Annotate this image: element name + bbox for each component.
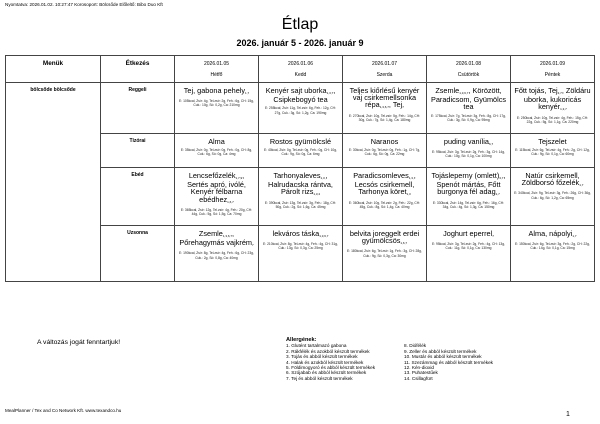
legend-item: 4. Halak és azokból készült termékek [286,359,364,365]
menu-cell [343,134,427,168]
allergen-codes: 1,3,7 [326,91,334,95]
legend-item: 8. Diófélék [404,343,427,349]
menu-cell [511,134,595,168]
dish-name: Joghurt eperrel [443,229,493,238]
day-name: Hétfő [210,72,223,78]
allergen-codes: 3,7 [557,91,562,95]
footer-credit: MealPlanner / Tex and Co Network Kft. www.texandco.hu [5,408,122,413]
dish-name: Tojásleperny (omlett) [431,171,500,180]
allergen-codes-secondary: 1,3,7 [560,107,567,112]
nutrition-info: E: 95kcal, Zsír: 3g, Tel.zsír: 2g, Feh.: 3g, CH: 14g, Cuk.: 10g, Só: 0,1g, Ca: 100mg [431,150,506,159]
dish-text [343,134,426,145]
legend-item: 7. Tej és abból készült termékek [286,375,353,381]
allergen-codes: 3,7 [499,176,504,180]
dish-text [259,134,342,145]
dish-name: Tarhonyaleves [273,171,321,180]
dish-name: Naranos [370,137,399,146]
menu-cell [259,134,343,168]
dish-name: Teljes kiőrlésű kenyér vaj csirkemellsonka répa [349,86,420,110]
dish-name-secondary: Csipkebogyó tea [273,95,328,105]
menu-cell [259,83,343,134]
day-date: 2026.01.09 [539,61,566,67]
allergen-codes: 1,3, [320,176,326,180]
dish-name-secondary: Tej [392,100,403,110]
menu-cell [175,83,259,134]
allergen-codes-secondary: 1,6,7 [227,199,234,204]
allergen-codes-secondary: 7 [251,243,254,248]
legend-item: 13. Puhatestűek [404,370,438,376]
legend-item: 10. Mustár és abból készült termékek [404,354,482,360]
dish-text: Lencsefőzelék$_{1,7,9}$, Sertés apró, ivólé, Kenyér félbarna ebédhez$_{1,6,7}$ [187,171,246,204]
change-notice: A változás jogát fenntartjuk! [37,339,121,346]
dish-text: Főtt tojás, Tej$_{3,7}$, Zöldáru uborka, kukoricás kenyér$_{1,3,7}$ [514,86,591,112]
dish-name: Zsemle [198,229,223,238]
allergen-codes: 1,3,6,7 [459,91,469,95]
day-date: 2026.01.05 [203,61,230,67]
legend-item: 14. Csillagfürt [404,375,433,381]
allergen-codes: 1,3,6,7 [222,234,233,238]
legend-item: 2. Rákfélék és azokból készült termékek [286,348,370,354]
menu-cell [427,134,511,168]
dish-text: Zsemle$_{1,3,6,7}$, Körözött, Paradicsom, Gyümölcs tea [430,86,507,112]
nutrition-info: E: 210kcal, Zsír: 8g, Tel.zsír: 4g, Feh.: 4g, CH: 31g, Cuk.: 13g, Só: 0,3g, Ca: 25mg [263,242,338,251]
dish-text [511,134,594,145]
allergen-codes: 1,7 [245,91,250,95]
day-name: Szerda [376,72,393,78]
nutrition-info: E: 95kcal, Zsír: 3g, Tel.zsír: 2g, Feh.: 4g, CH: 13g, Cuk.: 11g, Só: 0,1g, Ca: 130mg [431,242,506,251]
allergen-codes: 1,7,9 [235,176,243,180]
nutrition-info: E: 105kcal, Zsír: 4g, Tel.zsír: 2g, Feh.: 6g, CH: 15g, Cuk.: 10g, Só: 0,2g, Ca: 210mg [179,99,254,108]
legend-item: 9. Zeller és abból készült termékek [404,348,477,354]
dish-text: Tojásleperny $(omlett)_{3,7}$, Spenót mártás, Főtt burgonya fél adag$_{1,7}$ [431,171,506,197]
allergen-codes: 1,3, [408,176,414,180]
allergen-codes: 1,6,7 [400,241,408,246]
dish-name: Kenyér sajt uborka [265,86,327,95]
dish-name: Paradicsomleves [353,171,409,180]
dish-text: Kenyér sajt uborka$_{1,3,7}$, Csipkebogyó tea [265,86,336,105]
nutrition-info: E: 365kcal, Zsír: 12g, Tel.zsír: 4g, Feh.: 20g, CH: 44g, Cuk.: 5g, Só: 1,5g, Ca: 70mg [180,207,253,216]
dish-name-secondary: Zöldáru uborka, kukoricás kenyér [523,86,591,112]
dish-text [427,226,510,239]
group-label: bölcsőde bölcsőde [6,83,101,282]
nutrition-info: E: 180kcal, Zsír: 6g, Tel.zsír: 1g, Feh.: 3g, CH: 28g, Cuk.: 9g, Só: 0,3g, Ca: 30mg [347,249,422,258]
nutrition-info: E: 150kcal, Zsír: 6g, Tel.zsír: 3g, Feh.: 2g, CH: 22g, Cuk.: 14g, Só: 0,1g, Ca: 15mg [515,242,590,251]
allergen-codes: 1,7 [572,234,577,238]
menu-cell [511,83,595,134]
dish-text: Tarhonyaleves$_{1,3,}$, Halrudacska rántva, Párolt rizs$_{1,3,4}$ [268,171,333,197]
dish-name: Tejszelet [538,137,567,146]
nutrition-info: E: 390kcal, Zsír: 13g, Tel.zsír: 3g, Feh.: 18g, CH: 50g, Cuk.: 2g, Só: 1,6g, Ca: 45mg [264,200,337,209]
nutrition-info: E: 270kcal, Zsír: 10g, Tel.zsír: 5g, Feh.: 14g, CH: 30g, Cuk.: 7g, Só: 1,4g, Ca: 180mg [348,113,421,122]
menu-cell [175,226,259,282]
nutrition-info: E: 40kcal, Zsír: 0g, Tel.zsír: 0g, Feh.: 0g, CH: 10g, Cuk.: 9g, Só: 0g, Ca: 6mg [263,148,338,157]
dish-name: Lencsefőzelék [188,171,236,180]
dish-text: Zsemle$_{1,3,6,7}$, Pőrehagymás vajkrém$_7$ [179,229,254,248]
allergen-codes: 1,3,6,7 [379,105,389,110]
day-header [343,56,427,83]
day-header [259,56,343,83]
menu-cell [511,168,595,226]
nutrition-info: E: 255kcal, Zsír: 11g, Tel.zsír: 6g, Feh.: 12g, CH: 27g, Cuk.: 3g, Só: 1,2g, Ca: 190mg [265,106,336,115]
allergen-codes-secondary: 7 [402,105,404,110]
allergen-codes-secondary: 1,3 [406,192,411,197]
dish-name-secondary: Sertés apró, ivólé, Kenyér félbarna ebédhez [187,180,246,204]
dish-name-secondary: Pőrehagymás vajkrém [179,238,252,248]
day-date: 2026.01.08 [455,61,482,67]
dish-name: puding vanília [443,137,489,146]
allergen-codes: 1,7 [579,183,584,188]
dish-name: Főtt tojás, Tej [514,86,558,95]
dish-name: Zsemle [435,86,460,95]
menu-cell [343,83,427,134]
day-name: Csütörtök [457,72,480,78]
menu-cell [343,226,427,282]
day-header [175,56,259,83]
legend-item: 1. Glutént tartalmazó gabona [286,343,347,349]
allergen-codes: 1,3,6,7 [319,234,329,238]
dish-name: Rostos gyümölcslé [269,137,332,146]
dish-name-secondary: Körözött, Paradicsom, Gyümölcs tea [430,86,507,112]
menu-cell [343,168,427,226]
day-name: Kedd [294,72,307,78]
dish-text [511,168,594,188]
legend-title: Allergének: [286,337,317,343]
meal-name: Uzsonna [101,226,175,282]
dish-name: Natúr csirkemell, Zöldborsó főzelék [521,171,580,188]
meal-name: Ebéd [101,168,175,226]
menu-cell [511,226,595,282]
meal-row [6,83,595,134]
legend-column-right [404,343,522,381]
day-header [511,56,595,83]
dish-name: lekváros táska [272,229,320,238]
day-name: Péntek [544,72,561,78]
allergen-codes-secondary: 1,7 [495,192,500,197]
nutrition-info: E: 115kcal, Zsír: 6g, Tel.zsír: 4g, Feh.: 2g, CH: 12g, Cuk.: 9g, Só: 0,1g, Ca: 60mg [515,148,590,157]
menus-header: Menük [6,56,101,83]
menu-cell [175,168,259,226]
day-header [427,56,511,83]
dish-text [259,226,342,239]
dish-text [427,134,510,147]
meals-header: Étkezés [101,56,175,83]
nutrition-info: E: 190kcal, Zsír: 8g, Tel.zsír: 4g, Feh.: 6g, CH: 23g, Cuk.: 2g, Só: 0,8g, Ca: 40mg [179,251,254,260]
menu-cell [175,134,259,168]
dish-text [343,226,426,246]
day-date: 2026.01.07 [371,61,398,67]
dish-text [175,83,258,96]
legend-item: 12. Kén-dioxid [404,365,434,371]
meal-name: Tízórai [101,134,175,168]
nutrition-info: E: 330kcal, Zsír: 14g, Tel.zsír: 6g, Feh.: 16g, CH: 34g, Cuk.: 4g, Só: 1,3g, Ca: 150mg [432,200,505,209]
menu-cell [427,226,511,282]
menu-cell [259,226,343,282]
allergen-codes: 7 [492,234,494,238]
dish-text: Paradicsomleves$_{1,3,}$, Lecsós csirkemell, Tarhonya köret$_{1,3}$ [353,171,416,197]
dish-name: belvita joreggelt erdei gyümölcsös [349,229,420,246]
dish-name: Alma [208,137,225,146]
page-number: 1 [566,411,570,418]
print-info: Nyomtatva: 2026.01.02. 10:27:47 Korosoport: Bölcsőde Előleltő: Bibo Duo Kft [5,2,163,7]
menu-cell [259,168,343,226]
nutrition-info: E: 35kcal, Zsír: 0g, Tel.zsír: 0g, Feh.: 0g, CH: 8g, Cuk.: 6g, Só: 0g, Ca: 4mg [180,148,253,157]
menu-cell [427,168,511,226]
menu-table [5,55,595,282]
legend-item: 6. Szójabab és abból készült termékek [286,370,367,376]
meal-name: Reggeli [101,83,175,134]
legend-item: 3. Tojás és abból készült termékek [286,354,358,360]
allergen-legend [286,338,522,381]
dish-name-secondary: Halrudacska rántva, Párolt rizs [268,180,333,197]
legend-item: 11. Szezámmag és abból készült termékek [404,359,494,365]
legend-item: 5. Földimogyoró és abból készült termékek [286,365,376,371]
allergen-codes: 6,7 [488,142,494,146]
nutrition-info: E: 30kcal, Zsír: 0g, Tel.zsír: 0g, Feh.: 1g, CH: 7g, Cuk.: 6g, Só: 0g, Ca: 22mg [348,148,421,157]
nutrition-info: E: 175kcal, Zsír: 7g, Tel.zsír: 3g, Feh.: 8g, CH: 17g, Cuk.: 3g, Só: 0,9g, Ca: 95mg [431,113,506,122]
dish-name-secondary: Lecsós csirkemell, Tarhonya köret [354,180,415,197]
dish-text [511,226,594,239]
day-date: 2026.01.06 [287,61,314,67]
date-range: 2026. január 5 - 2026. január 9 [236,38,364,48]
dish-text [175,134,258,145]
legend-column-left [286,343,404,381]
menu-cell [427,83,511,134]
nutrition-info: E: 360kcal, Zsír: 10g, Tel.zsír: 2g, Feh.: 22g, CH: 45g, Cuk.: 8g, Só: 1,4g, Ca: 40mg [348,200,421,209]
dish-name: Alma, nápolyi [528,229,573,238]
nutrition-info: E: 340kcal, Zsír: 9g, Tel.zsír: 3g, Feh.: 26g, CH: 36g, Cuk.: 6g, Só: 1,2g, Ca: 65mg [514,191,591,200]
dish-name: Tej, gabona pehely [183,86,246,95]
dish-name-secondary: Spenót mártás, Főtt burgonya fél adag [436,180,501,197]
allergen-codes-secondary: 1,3,4 [313,192,321,197]
page-title: Étlap [281,16,319,33]
dish-text: Teljes kiőrlésű kenyér vaj csirkemellsonka répa$_{1,3,6,7}$, Tej$_7$ [349,86,420,110]
nutrition-info: E: 250kcal, Zsír: 10g, Tel.zsír: 4g, Feh.: 15g, CH: 22g, Cuk.: 5g, Só: 1,1g, Ca: 220mg [516,115,589,124]
